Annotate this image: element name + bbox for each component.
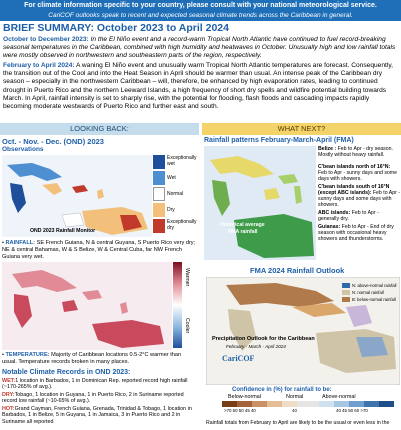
note-south-text: Feb to Apr - sunny days and some days with showers. <box>318 190 400 208</box>
summary-ond-text: In the El Niño event and a record-warm Tropical North Atlantic have continued to fuel record-breaking seasonal temperatures in the Caribbean, combined with high humidity and heatwaves in October. Unusually high and low rainfall totals were mostly observed in northwestern and southeastern parts of the region, respectively. <box>3 36 396 60</box>
outlook-caption: Precipitation Outlook for the Caribbean <box>212 336 315 342</box>
confidence-normal-ticks: 40 <box>292 408 297 413</box>
monitor-caption: OND 2023 Rainfall Monitor <box>30 228 96 234</box>
ond-temperature-map <box>2 262 172 350</box>
fma-patterns-subtitle: Rainfall patterns February-March-April (FMA) <box>204 137 354 144</box>
outlook-footnote: Rainfall totals from February to April are likely to be the usual or even less in the <box>206 420 390 426</box>
record-hot <box>2 406 197 425</box>
rainfall-summary: • RAINFALL: SE French Guiana, N & central Guyana, S Puerto Rico very dry; NE & central Bahamas, W & S Belize, W & Central Cuba, far NW French Guiana very wet. <box>2 240 196 260</box>
fma-map-caption-1: Historical average <box>220 222 265 228</box>
legend-swatch-exceptionally-dry <box>153 219 165 233</box>
observations-label: Observations <box>2 146 44 153</box>
outlook-title: FMA 2024 Rainfall Outlook <box>250 266 345 275</box>
summary-fma-text: A waning El Niño event and unusually warm Tropical North Atlantic temperatures are forecast. Consequently, the transition out of the Cool and into the Heat Season in April should be warmer than usual. An intense peak of the Caribbean dry season – especially in the northwestern Caribbean – will, therefore, be enhanced by high evaporation rates, leading to continued drought in Puerto Rico and the northern Leeward Islands, a high frequency of short dry spells and wildfire potential building towards March. In April, rainfall intensity is set to sharply rise, with the potential for flooding, flash floods and cascading impacts rapidly becoming moderate westwards of Puerto Rico and further east and south. <box>3 62 393 111</box>
note-north-islands <box>318 164 400 182</box>
note-south-lead: C'bean islands south of 16°N (except ABC islands): <box>318 184 390 196</box>
note-guianas-text: Feb to Apr - End of dry season with occasional heavy showers and thunderstorms. <box>318 224 394 242</box>
record-wet-text: 1 location in Barbados, 1 in Dominican Rep. reported record high rainfall (~170-265% of avg.). <box>2 378 188 391</box>
legend-dry: Dry <box>167 207 175 213</box>
temperature-summary: • TEMPERATURE: Majority of Caribbean locations 0.5-2°C warmer than usual. Temperature records broken in many places. <box>2 352 182 365</box>
record-wet <box>2 378 197 391</box>
rainfall-lead: RAINFALL: <box>5 240 36 246</box>
temperature-text: Majority of Caribbean locations 0.5-2°C warmer than usual. Temperature records broken in many places. <box>2 352 182 365</box>
temperature-lead: TEMPERATURE: <box>5 352 50 358</box>
banner-line-2: CariCOF outlooks speak to recent and expected seasonal climate trends across the Caribbean in general. <box>48 12 353 19</box>
legend-normal: Normal <box>167 191 184 197</box>
banner-line-1: For climate information specific to your country, please consult with your national meteorological service. <box>24 2 377 9</box>
page-title: BRIEF SUMMARY: October 2023 to April 2024 <box>3 22 229 34</box>
record-hot-tag: HOT: <box>2 406 15 412</box>
confidence-below-label: Below-normal <box>228 394 261 400</box>
outlook-legend-below: B: below-normal rainfall <box>352 297 396 302</box>
note-belize-lead: Belize : <box>318 146 337 152</box>
temp-legend-cooler: Cooler <box>184 318 190 334</box>
note-belize-text: Feb to Apr - dry season. Mostly without heavy rainfall. <box>318 146 393 158</box>
note-south-islands <box>318 184 400 208</box>
records-title: Notable Climate Records in OND 2023: <box>2 369 131 376</box>
legend-wet: Wet <box>167 175 176 181</box>
temp-legend-warmer: Warmer <box>184 268 190 287</box>
confidence-above-label: Above-normal <box>322 394 356 400</box>
looking-back-header: LOOKING BACK: <box>0 123 199 135</box>
fma-historical-map <box>204 146 316 260</box>
summary-ond <box>3 36 399 61</box>
note-belize <box>318 146 400 158</box>
advisory-banner <box>0 0 401 21</box>
what-next-header: WHAT NEXT? <box>202 123 401 135</box>
note-north-text: Feb to Apr - sunny days and some days with showers. <box>318 170 398 182</box>
note-north-lead: C'bean islands north of 16°N: <box>318 164 391 170</box>
ond-rainfall-map <box>2 155 152 237</box>
legend-swatch-normal <box>153 187 165 201</box>
legend-exceptionally-dry: Exceptionally dry <box>167 219 197 231</box>
outlook-legend-normal: N: normal rainfall <box>352 290 384 295</box>
legend-exceptionally-wet: Exceptionally wet <box>167 155 197 167</box>
fma-map-caption-2: FMA rainfall <box>228 229 258 235</box>
record-hot-text: Grand Cayman, French Guiana, Grenada, Trinidad & Tobago, 1 location in Barbados, 1 in Belize, 5 in Guyana, 1 in Jamaica, 3 in Puerto Rico and 2 in Suriname all reported <box>2 406 192 425</box>
legend-swatch-dry <box>153 203 165 217</box>
rainfall-text: SE French Guiana, N & central Guyana, S Puerto Rico very dry; NE & central Bahamas, W & S Belize, W & Central Cuba, far NW French Guiana very wet. <box>2 240 196 260</box>
note-abc-text: Feb to Apr - generally dry. <box>318 210 379 222</box>
record-dry <box>2 392 197 405</box>
confidence-above-ticks: 40 45 50 60 >70 <box>336 408 368 413</box>
caricof-logo: CariCOF <box>222 354 255 363</box>
temperature-legend-bar <box>173 262 182 348</box>
legend-swatch-exceptionally-wet <box>153 155 165 169</box>
confidence-title: Confidence in (%) for rainfall to be: <box>232 387 332 393</box>
summary-ond-lead: October to December 2023: <box>3 36 89 43</box>
confidence-normal-label: Normal <box>286 394 304 400</box>
legend-swatch-wet <box>153 171 165 185</box>
ond-subtitle: Oct. - Nov. - Dec. (OND) 2023 <box>2 137 104 146</box>
summary-fma <box>3 62 399 111</box>
outlook-dates: February - March - April 2024 <box>226 344 286 349</box>
confidence-bar <box>222 401 394 407</box>
outlook-legend-above: N: above-normal rainfall <box>352 283 397 288</box>
note-abc-islands <box>318 210 400 222</box>
note-guianas-lead: Guianas: <box>318 224 341 230</box>
note-abc-lead: ABC islands: <box>318 210 351 216</box>
record-dry-text: Tobago, 1 location in Guyana, 1 in Puerto Rico, 2 in Suriname reported record low rainfall (~10-65% of avg.). <box>2 392 184 405</box>
record-wet-tag: WET: <box>2 378 16 384</box>
note-guianas <box>318 224 400 242</box>
record-dry-tag: DRY: <box>2 392 15 398</box>
confidence-below-ticks: >70 60 50 45 40 <box>224 408 256 413</box>
summary-fma-lead: February to April 2024: <box>3 62 75 69</box>
